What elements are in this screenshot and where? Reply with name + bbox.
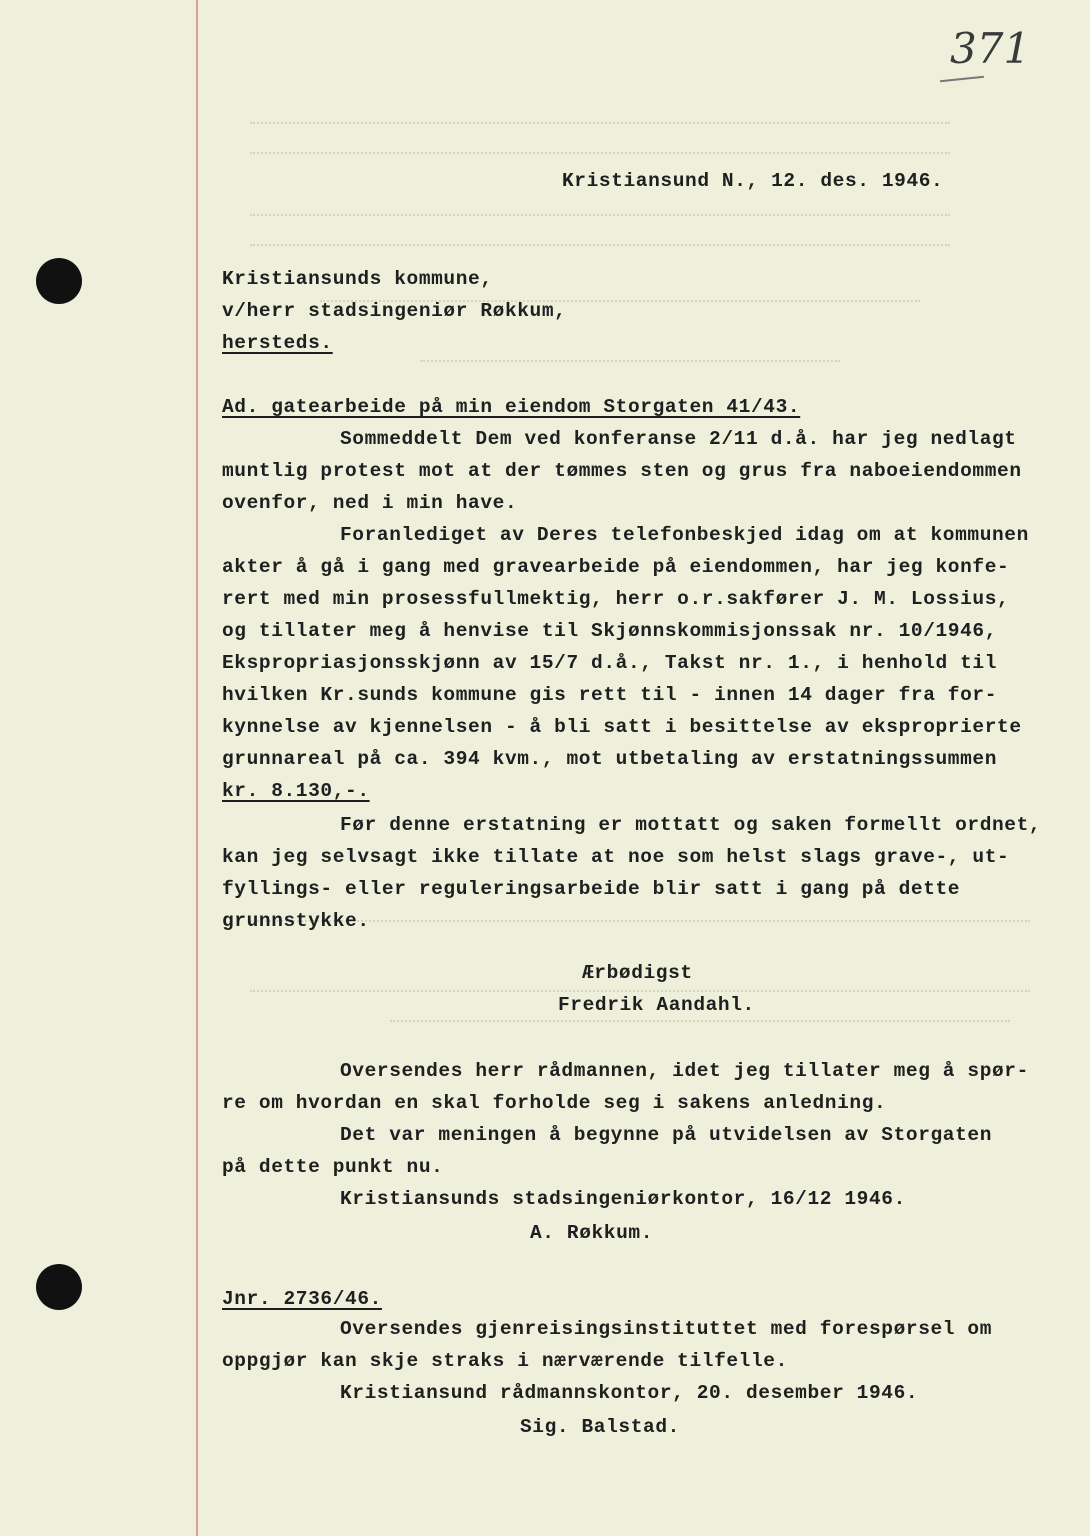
- bleed-through-line: [390, 1020, 1010, 1024]
- punch-hole-top: [36, 258, 82, 304]
- endorsement-line: på dette punkt nu.: [222, 1156, 444, 1178]
- place-date: Kristiansund N., 12. des. 1946.: [562, 170, 944, 192]
- closing-signer: Fredrik Aandahl.: [558, 994, 755, 1016]
- recipient-line-2: v/herr stadsingeniør Røkkum,: [222, 300, 567, 322]
- closing-salutation: Ærbødigst: [582, 962, 693, 984]
- paragraph-line: Sommeddelt Dem ved konferanse 2/11 d.å. har jeg nedlagt: [340, 428, 1017, 450]
- paragraph-line: muntlig protest mot at der tømmes sten og grus fra naboeiendommen: [222, 460, 1022, 482]
- paragraph-line: kynnelse av kjennelsen - å bli satt i besittelse av eksproprierte: [222, 716, 1022, 738]
- paragraph-line: kan jeg selvsagt ikke tillate at noe som helst slags grave-, ut-: [222, 846, 1010, 868]
- paragraph-line: akter å gå i gang med gravearbeide på eiendommen, har jeg konfe-: [222, 556, 1010, 578]
- paragraph-line: Før denne erstatning er mottatt og saken formellt ordnet,: [340, 814, 1042, 836]
- paragraph-line: grunnareal på ca. 394 kvm., mot utbetaling av erstatningssummen: [222, 748, 998, 770]
- paragraph-line: Ekspropriasjonsskjønn av 15/7 d.å., Takst nr. 1., i henhold til: [222, 652, 998, 674]
- recipient-line-1: Kristiansunds kommune,: [222, 268, 493, 290]
- endorsement-line: Oversendes herr rådmannen, idet jeg tillater meg å spør-: [340, 1060, 1029, 1082]
- bleed-through-line: [420, 360, 840, 364]
- journal-line: oppgjør kan skje straks i nærværende tilfelle.: [222, 1350, 788, 1372]
- journal-signer: Sig. Balstad.: [520, 1416, 680, 1438]
- paragraph-line: rert med min prosessfullmektig, herr o.r.sakfører J. M. Lossius,: [222, 588, 1010, 610]
- bleed-through-line: [250, 244, 950, 248]
- paragraph-line: hvilken Kr.sunds kommune gis rett til - innen 14 dager fra for-: [222, 684, 998, 706]
- endorsement-line: re om hvordan en skal forholde seg i sakens anledning.: [222, 1092, 887, 1114]
- endorsement-office-date: Kristiansunds stadsingeniørkontor, 16/12 1946.: [340, 1188, 906, 1210]
- paragraph-line: grunnstykke.: [222, 910, 370, 932]
- journal-line: Oversendes gjenreisingsinstituttet med forespørsel om: [340, 1318, 993, 1340]
- page-number-underline: [940, 76, 984, 83]
- bleed-through-line: [250, 152, 950, 156]
- punch-hole-bottom: [36, 1264, 82, 1310]
- page-number: 371: [950, 24, 1031, 73]
- endorsement-line: Det var meningen å begynne på utvidelsen av Storgaten: [340, 1124, 993, 1146]
- journal-office-date: Kristiansund rådmannskontor, 20. desember 1946.: [340, 1382, 919, 1404]
- paragraph-line: og tillater meg å henvise til Skjønnskommisjonssak nr. 10/1946,: [222, 620, 998, 642]
- bleed-through-line: [250, 214, 950, 218]
- margin-rule: [196, 0, 198, 1536]
- paragraph-line: ovenfor, ned i min have.: [222, 492, 518, 514]
- endorsement-signer: A. Røkkum.: [530, 1222, 654, 1244]
- journal-number: Jnr. 2736/46.: [222, 1288, 382, 1310]
- bleed-through-line: [250, 122, 950, 126]
- recipient-line-3: hersteds.: [222, 332, 333, 354]
- subject-line: Ad. gatearbeide på min eiendom Storgaten 41/43.: [222, 396, 801, 418]
- paragraph-line: Foranlediget av Deres telefonbeskjed idag om at kommunen: [340, 524, 1029, 546]
- paragraph-line: kr. 8.130,-.: [222, 780, 370, 802]
- paragraph-line: fyllings- eller reguleringsarbeide blir satt i gang på dette: [222, 878, 961, 900]
